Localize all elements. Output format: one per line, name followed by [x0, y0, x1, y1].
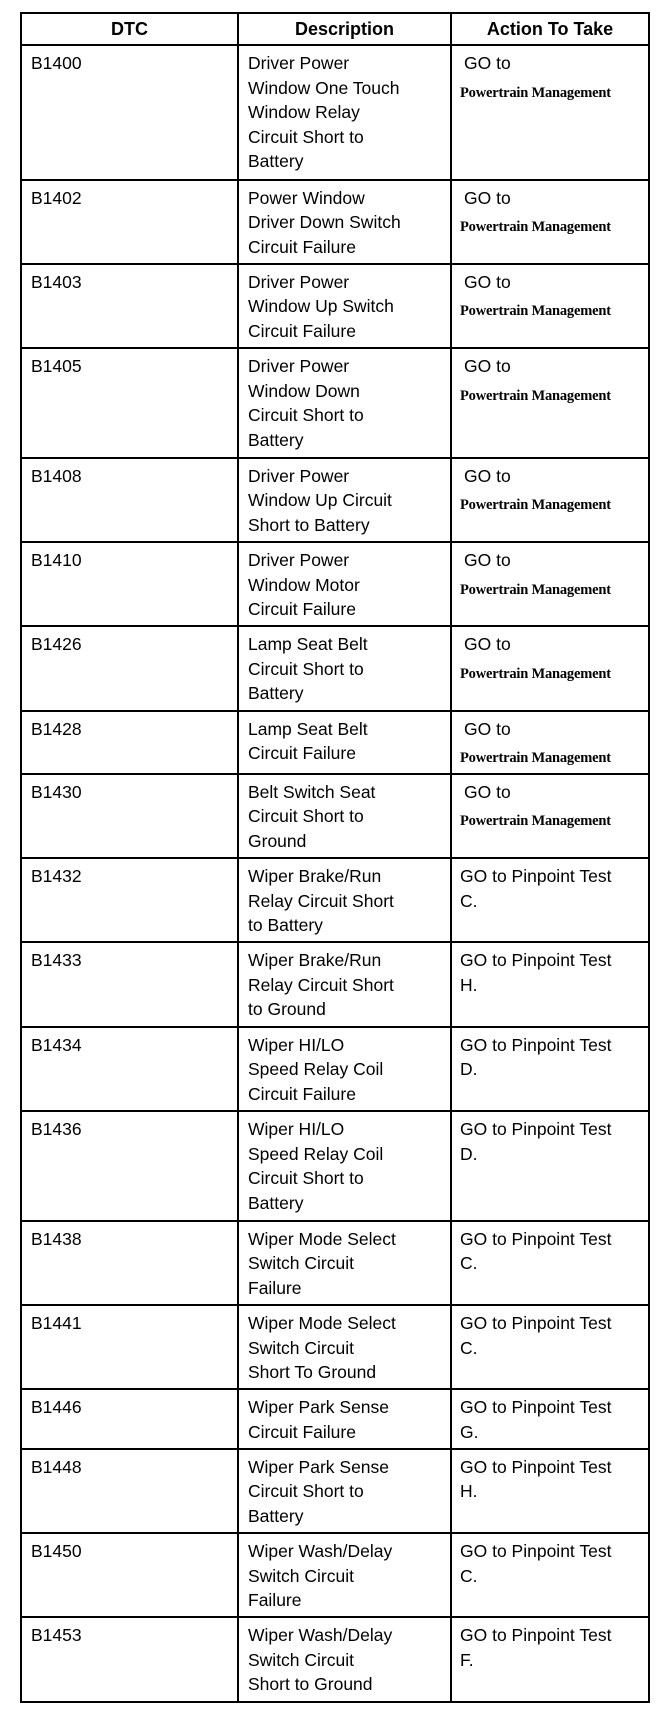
action-cell [451, 1305, 649, 1389]
powertrain-management-ref: Powertrain Management [460, 84, 611, 101]
table-row [21, 858, 649, 942]
dtc-description [238, 1027, 451, 1111]
description-line: Power Window [248, 187, 365, 208]
pinpoint-test-link: GO to Pinpoint Test [460, 1228, 612, 1249]
dtc-code: B1433 [21, 942, 238, 1026]
description-line: Wiper Mode Select [248, 1228, 396, 1249]
table-row [21, 180, 649, 264]
table-row [21, 542, 649, 626]
description-line: Driver Down Switch [248, 212, 401, 232]
description-line: Window One Touch [248, 77, 400, 98]
description-line: Wiper Wash/Delay [248, 1625, 393, 1646]
description-line: Window Down [248, 380, 360, 401]
dtc-code: B1402 [21, 180, 238, 264]
powertrain-management-ref: Powertrain Management [460, 581, 611, 598]
description-line: Lamp Seat Belt [248, 718, 368, 739]
pinpoint-test-link: D. [460, 1059, 478, 1080]
powertrain-management-ref: Powertrain Management [460, 219, 611, 235]
action-cell [451, 1221, 649, 1305]
action-cell [451, 774, 649, 858]
dtc-code: B1426 [21, 626, 238, 710]
table-row [21, 1221, 649, 1305]
action-cell [451, 1449, 649, 1533]
dtc-description [238, 264, 451, 348]
table-row [21, 458, 649, 542]
go-to-text: GO to [464, 271, 511, 292]
dtc-description [238, 858, 451, 942]
table-row [21, 626, 649, 710]
action-cell [451, 1617, 649, 1702]
dtc-description [238, 1449, 451, 1533]
description-line: Window Up Switch [248, 296, 394, 317]
description-line: Speed Relay Coil [248, 1059, 384, 1080]
pinpoint-test-link: GO to Pinpoint Test [460, 1119, 612, 1140]
table-row [21, 348, 649, 457]
table-row [21, 1617, 649, 1702]
pinpoint-test-link: GO to Pinpoint Test [460, 1034, 612, 1055]
table-row [21, 1449, 649, 1533]
description-line: Circuit Failure [248, 743, 356, 764]
dtc-code: B1410 [21, 542, 238, 626]
go-to-text: GO to [464, 187, 511, 208]
dtc-code: B1434 [21, 1027, 238, 1111]
description-line: Wiper Wash/Delay [248, 1541, 393, 1562]
description-line: Short to Ground [248, 1674, 373, 1695]
table-row [21, 1027, 649, 1111]
dtc-code: B1430 [21, 774, 238, 858]
dtc-description [238, 180, 451, 264]
powertrain-management-ref: Powertrain Management [460, 665, 611, 682]
go-to-text: GO to [464, 634, 511, 655]
go-to-text: GO to [464, 550, 511, 571]
powertrain-management-ref: Powertrain Management [460, 387, 611, 404]
dtc-description [238, 348, 451, 457]
dtc-code: B1408 [21, 458, 238, 542]
powertrain-management-ref: Powertrain Management [460, 303, 611, 320]
dtc-description [238, 1533, 451, 1617]
table-row [21, 774, 649, 858]
dtc-description [238, 1221, 451, 1305]
header-row [21, 13, 649, 45]
action-cell [451, 45, 649, 180]
go-to-text: GO to [464, 781, 511, 802]
description-line: Battery [248, 151, 304, 171]
action-cell [451, 458, 649, 542]
header-description: Description [238, 13, 451, 45]
description-line: Wiper Brake/Run [248, 950, 382, 971]
action-cell [451, 348, 649, 457]
description-line: Wiper Brake/Run [248, 866, 382, 887]
pinpoint-test-link: GO to Pinpoint Test [460, 1625, 612, 1646]
description-line: to Ground [248, 999, 326, 1020]
dtc-description [238, 1617, 451, 1702]
dtc-description [238, 542, 451, 626]
table-row [21, 1111, 649, 1220]
description-line: Battery [248, 1505, 304, 1526]
dtc-description [238, 458, 451, 542]
dtc-code: B1405 [21, 348, 238, 457]
description-line: Circuit Short to [248, 1481, 364, 1502]
description-line: Failure [248, 1277, 302, 1298]
pinpoint-test-link: GO to Pinpoint Test [460, 866, 612, 887]
dtc-code: B1428 [21, 711, 238, 774]
description-line: Lamp Seat Belt [248, 634, 368, 655]
description-line: Ground [248, 830, 307, 851]
table-row [21, 45, 649, 180]
description-line: Wiper HI/LO [248, 1119, 345, 1140]
action-cell [451, 542, 649, 626]
description-line: Short To Ground [248, 1362, 377, 1383]
description-line: Switch Circuit [248, 1337, 354, 1358]
powertrain-management-ref: Powertrain Management [460, 813, 611, 830]
description-line: Driver Power [248, 53, 350, 73]
pinpoint-test-link: C. [460, 1565, 478, 1586]
description-line: Circuit Short to [248, 405, 364, 426]
action-cell [451, 858, 649, 942]
action-cell [451, 942, 649, 1026]
powertrain-management-ref: Powertrain Management [460, 497, 611, 514]
dtc-code: B1436 [21, 1111, 238, 1220]
table-row [21, 942, 649, 1026]
description-line: Belt Switch Seat [248, 781, 376, 802]
action-cell [451, 626, 649, 710]
description-line: Speed Relay Coil [248, 1143, 384, 1164]
description-line: Failure [248, 1590, 302, 1611]
header-dtc: DTC [21, 13, 238, 45]
description-line: Battery [248, 683, 304, 704]
action-cell [451, 1111, 649, 1220]
description-line: Wiper HI/LO [248, 1034, 345, 1055]
description-line: Wiper Park Sense [248, 1397, 390, 1418]
description-line: Wiper Park Sense [248, 1456, 390, 1477]
dtc-code: B1400 [21, 45, 238, 180]
pinpoint-test-link: GO to Pinpoint Test [460, 950, 612, 971]
description-line: Window Relay [248, 102, 360, 122]
dtc-code: B1438 [21, 1221, 238, 1305]
go-to-text: GO to [464, 465, 511, 486]
dtc-code: B1453 [21, 1617, 238, 1702]
dtc-description [238, 1111, 451, 1220]
description-line: Driver Power [248, 271, 350, 292]
powertrain-management-ref: Powertrain Management [460, 750, 611, 767]
description-line: to Battery [248, 915, 323, 936]
dtc-document [20, 12, 648, 1703]
pinpoint-test-link: C. [460, 1337, 478, 1358]
header-action: Action To Take [451, 13, 649, 45]
table-row [21, 1305, 649, 1389]
go-to-text: GO to [464, 718, 511, 739]
dtc-code: B1446 [21, 1389, 238, 1448]
description-line: Circuit Short to [248, 658, 364, 679]
description-line: Battery [248, 429, 304, 450]
dtc-description [238, 774, 451, 858]
description-line: Driver Power [248, 356, 350, 377]
description-line: Driver Power [248, 550, 350, 571]
description-line: Circuit Failure [248, 1083, 356, 1104]
pinpoint-test-link: H. [460, 974, 478, 995]
description-line: Window Up Circuit [248, 490, 392, 511]
table-body [21, 45, 649, 1702]
description-line: Circuit Failure [248, 236, 356, 257]
description-line: Driver Power [248, 465, 350, 486]
dtc-code: B1448 [21, 1449, 238, 1533]
pinpoint-test-link: H. [460, 1481, 478, 1502]
dtc-description [238, 626, 451, 710]
pinpoint-test-link: G. [460, 1421, 479, 1442]
description-line: Circuit Failure [248, 599, 356, 620]
pinpoint-test-link: F. [460, 1649, 474, 1670]
description-line: Switch Circuit [248, 1649, 354, 1670]
dtc-description [238, 45, 451, 180]
dtc-description [238, 942, 451, 1026]
table-row [21, 711, 649, 774]
action-cell [451, 1533, 649, 1617]
pinpoint-test-link: C. [460, 890, 478, 911]
description-line: Circuit Failure [248, 1421, 356, 1442]
action-cell [451, 264, 649, 348]
description-line: Relay Circuit Short [248, 890, 394, 911]
description-line: Wiper Mode Select [248, 1313, 396, 1334]
table-row [21, 1389, 649, 1448]
action-cell [451, 1027, 649, 1111]
pinpoint-test-link: GO to Pinpoint Test [460, 1456, 612, 1477]
description-line: Circuit Short to [248, 126, 364, 147]
table-row [21, 264, 649, 348]
action-cell [451, 180, 649, 264]
dtc-description [238, 711, 451, 774]
dtc-table [20, 12, 650, 1703]
description-line: Circuit Short to [248, 1168, 364, 1189]
pinpoint-test-link: C. [460, 1253, 478, 1274]
description-line: Battery [248, 1192, 304, 1213]
action-cell [451, 711, 649, 774]
pinpoint-test-link: D. [460, 1143, 478, 1164]
dtc-code: B1403 [21, 264, 238, 348]
description-line: Relay Circuit Short [248, 974, 394, 995]
description-line: Short to Battery [248, 514, 370, 535]
description-line: Switch Circuit [248, 1253, 354, 1274]
dtc-code: B1432 [21, 858, 238, 942]
pinpoint-test-link: GO to Pinpoint Test [460, 1541, 612, 1562]
go-to-text: GO to [464, 356, 511, 377]
go-to-text: GO to [464, 53, 511, 73]
description-line: Switch Circuit [248, 1565, 354, 1586]
dtc-code: B1450 [21, 1533, 238, 1617]
table-row [21, 1533, 649, 1617]
description-line: Window Motor [248, 574, 360, 595]
pinpoint-test-link: GO to Pinpoint Test [460, 1313, 612, 1334]
dtc-description [238, 1389, 451, 1448]
description-line: Circuit Failure [248, 320, 356, 341]
description-line: Circuit Short to [248, 806, 364, 827]
dtc-description [238, 1305, 451, 1389]
action-cell [451, 1389, 649, 1448]
dtc-code: B1441 [21, 1305, 238, 1389]
pinpoint-test-link: GO to Pinpoint Test [460, 1397, 612, 1418]
